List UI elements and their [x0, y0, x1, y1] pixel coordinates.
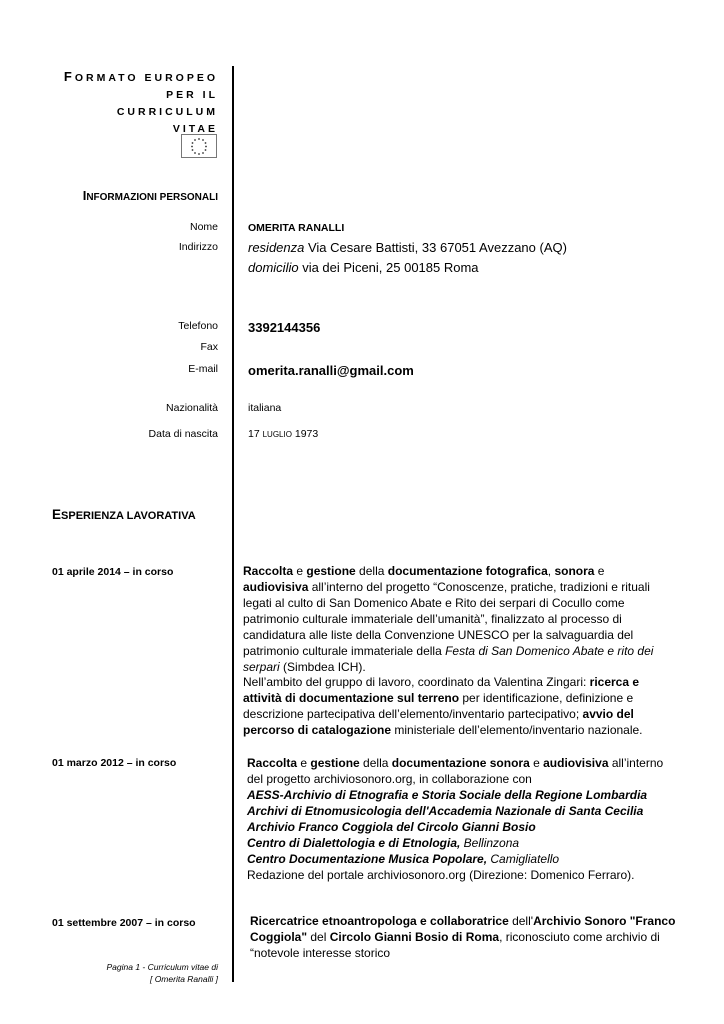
address-label: Indirizzo	[178, 241, 218, 253]
experience-date: 01 aprile 2014 – in corso	[52, 566, 174, 578]
nationality-value: italiana	[248, 402, 282, 414]
document-title	[60, 68, 218, 138]
phone-label: Telefono	[178, 320, 218, 332]
name-label: Nome	[189, 221, 218, 233]
footer-line: [ Omerita Ranalli ]	[149, 974, 218, 984]
archive-item: Centro di Dialettologia e di Etnologia, Bellinzona	[247, 836, 520, 850]
name-value: OMERITA RANALLI	[248, 222, 345, 234]
fax-label: Fax	[200, 341, 218, 353]
page-footer	[60, 961, 218, 985]
email-label: E-mail	[188, 363, 218, 375]
address-residence: residenza Via Cesare Battisti, 33 67051 Avezzano (AQ)	[248, 240, 567, 255]
email-value[interactable]: omerita.ranalli@gmail.com	[248, 363, 414, 378]
experience-note: Redazione del portale archiviosonoro.org (Direzione: Domenico Ferraro).	[247, 868, 635, 882]
experience-description: Nell’ambito del gruppo di lavoro, coordinato da Valentina Zingari: ricerca e attività di documentazione sul terreno per identificazione, definizione e descrizione partecipativa dell’elemento/inventario partecipativo; avvio del percorso di catalogazione ministeriale dell’elemento/inventario nazionale.	[243, 675, 643, 737]
section-personal-info: INFORMAZIONI PERSONALI	[82, 188, 218, 203]
experience-description: Raccolta e gestione della documentazione fotografica, sonora e audiovisiva all’interno del progetto “Conoscenze, pratiche, tradizioni e rituali legati al culto di San Domenico Abate e Rito dei serpari di Cocullo come patrimonio culturale immateriale dell’umanità”, finalizzato al processo di candidatura alle liste della Convenzione UNESCO per la salvaguardia del patrimonio culturale immateriale della Festa di San Domenico Abate e rito dei serpari (Simbdea ICH).	[243, 564, 654, 674]
footer-line: Pagina 1 - Curriculum vitae di	[106, 962, 218, 972]
experience-description: Ricercatrice etnoantropologa e collaboratrice dell'Archivio Sonoro "Franco Coggiola" del Circolo Gianni Bosio di Roma, riconosciuto come archivio di “notevole interesse storico	[250, 914, 676, 960]
experience-date: 01 settembre 2007 – in corso	[52, 917, 196, 929]
section-work-experience: ESPERIENZA LAVORATIVA	[52, 507, 196, 522]
archive-item: Archivio Franco Coggiola del Circolo Gianni Bosio	[247, 820, 536, 834]
title-line2: PER IL CURRICULUM	[116, 89, 218, 118]
archive-item: AESS-Archivio di Etnografia e Storia Sociale della Regione Lombardia	[247, 788, 648, 802]
phone-value: 3392144356	[248, 320, 321, 335]
nationality-label: Nazionalità	[166, 402, 218, 414]
address-domicile: domicilio via dei Piceni, 25 00185 Roma	[248, 260, 479, 275]
column-divider	[232, 66, 234, 982]
experience-date: 01 marzo 2012 – in corso	[52, 757, 177, 769]
title-line1: ORMATO EUROPEO	[74, 72, 218, 84]
eu-flag-icon	[181, 134, 217, 158]
experience-description: Raccolta e gestione della documentazione sonora e audiovisiva all’interno del progetto archiviosonoro.org, in collaborazione con AESS-Archivio di Etnografia e Storia Sociale della Regione Lombardia Archivi di Etnomusicologia dell'Accademia Nazionale di Santa Cecilia Archivio Franco Coggiola del Circolo Gianni Bosio Centro di Dialettologia e di Etnologia, Bellinzona Centro Documentazione Musica Popolare, Camigliatello Redazione del portale archiviosonoro.org (Direzione: Domenico Ferraro).	[247, 755, 667, 883]
title-line3: VITAE	[172, 123, 218, 135]
archive-item: Centro Documentazione Musica Popolare, Camigliatello	[247, 852, 560, 866]
birth-value: 17 LUGLIO 1973	[248, 428, 319, 440]
archive-item: Archivi di Etnomusicologia dell'Accademia Nazionale di Santa Cecilia	[247, 804, 644, 818]
birth-label: Data di nascita	[148, 428, 218, 440]
title-initial: F	[63, 69, 75, 84]
